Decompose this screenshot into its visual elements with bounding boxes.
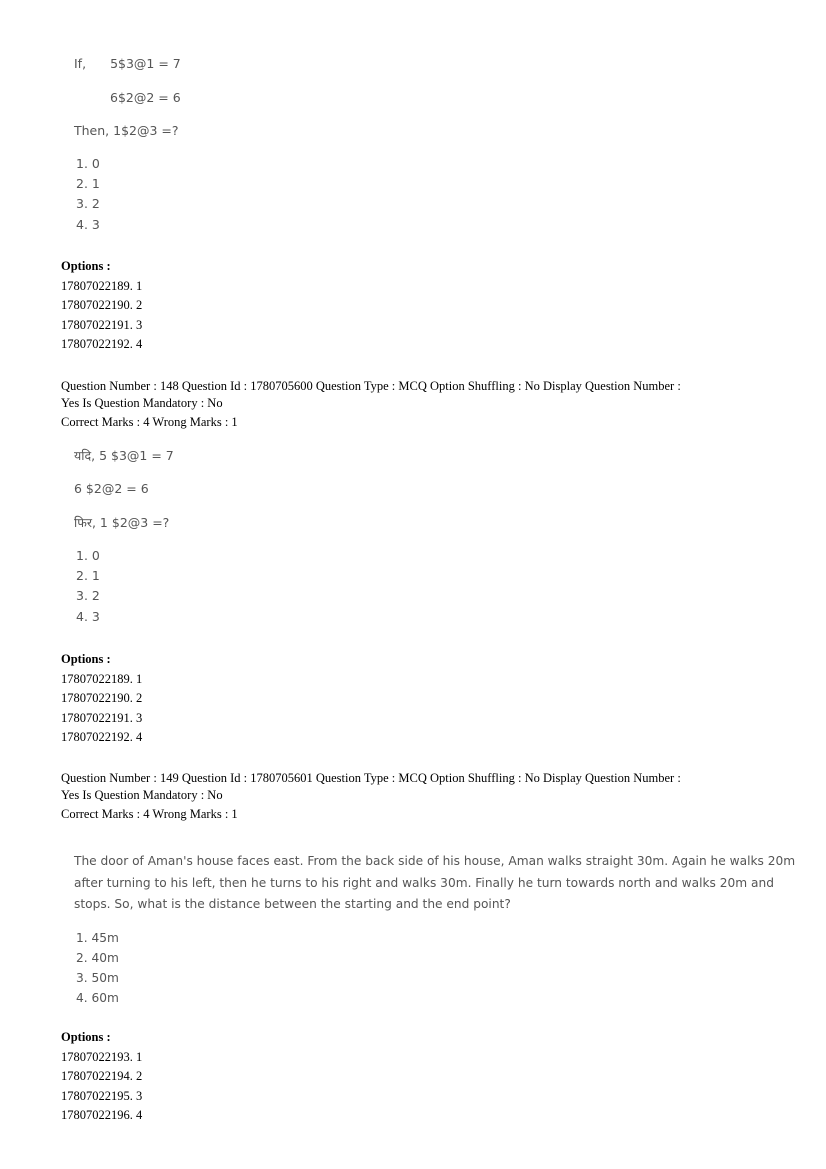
q149-para-line2: after turning to his left, then he turns to his right and walks 30m. Finally he turn towards north and walks 20m and (74, 875, 774, 890)
q149-meta-line3: Correct Marks : 4 Wrong Marks : 1 (61, 807, 238, 821)
q147-choice-4: 4. 3 (76, 216, 100, 232)
question-147-image (74, 54, 181, 235)
q148-line3: फिर, 1 $2@3 =? (74, 514, 170, 530)
q147-choice-1: 1. 0 (76, 155, 100, 171)
q148-option-3: 17807022191. 3 (61, 710, 143, 725)
q149-options-block (61, 1028, 142, 1126)
q148-option-1: 17807022189. 1 (61, 671, 143, 686)
q147-line1 (74, 54, 181, 74)
q148-option-4: 17807022192. 4 (61, 730, 143, 744)
q148-choice-4: 4. 3 (76, 608, 100, 624)
q149-choices (74, 928, 795, 1009)
q147-choice-2: 2. 1 (76, 176, 100, 192)
q149-option-3: 17807022195. 3 (61, 1088, 143, 1103)
q148-line2: 6 $2@2 = 6 (74, 481, 149, 497)
q147-choices (74, 154, 181, 235)
question-148-image (74, 446, 174, 627)
q149-meta (61, 770, 681, 823)
q147-choice-3: 3. 2 (76, 196, 100, 212)
q148-choices (74, 546, 174, 627)
q148-option-2: 17807022190. 2 (61, 691, 143, 705)
q148-meta-line2: Yes Is Question Mandatory : No (61, 396, 223, 410)
q148-choice-3: 3. 2 (76, 588, 100, 604)
q147-option-2: 17807022190. 2 (61, 298, 143, 312)
q148-choice-2: 2. 1 (76, 568, 100, 584)
q149-option-1: 17807022193. 1 (61, 1049, 143, 1064)
q149-option-4: 17807022196. 4 (61, 1108, 143, 1122)
q147-option-3: 17807022191. 3 (61, 317, 143, 332)
q147-option-4: 17807022192. 4 (61, 337, 143, 351)
q147-if-label: If, (74, 56, 87, 71)
q148-choice-1: 1. 0 (76, 547, 100, 563)
q147-line3: Then, 1$2@3 =? (74, 122, 179, 138)
q148-line1: यदि, 5 $3@1 = 7 (74, 448, 174, 463)
q149-options-heading: Options : (61, 1030, 111, 1044)
q149-choice-1: 1. 45m (76, 930, 119, 945)
q147-options-block (61, 257, 142, 355)
q147-option-1: 17807022189. 1 (61, 278, 143, 293)
q148-meta-line1: Question Number : 148 Question Id : 1780705600 Question Type : MCQ Option Shuffling : No Display Question Number : (61, 379, 681, 393)
q147-expr1: 5$3@1 = 7 (110, 56, 181, 71)
q149-para-line1: The door of Aman's house faces east. From the back side of his house, Aman walks straight 30m. Again he walks 20m (74, 854, 796, 868)
q149-para-line3: stops. So, what is the distance between the starting and the end point? (74, 897, 511, 911)
q148-meta-line3: Correct Marks : 4 Wrong Marks : 1 (61, 415, 238, 429)
q148-options-heading: Options : (61, 652, 111, 666)
q149-choice-3: 3. 50m (76, 971, 119, 986)
q148-options-block (61, 650, 142, 748)
question-149-image (74, 851, 795, 1009)
q148-meta (61, 378, 681, 431)
q149-meta-line2: Yes Is Question Mandatory : No (61, 788, 223, 802)
q149-choice-4: 4. 60m (76, 991, 119, 1006)
q149-choice-2: 2. 40m (76, 950, 119, 965)
q149-option-2: 17807022194. 2 (61, 1069, 143, 1083)
q147-line2: 6$2@2 = 6 (110, 90, 181, 106)
q149-meta-line1: Question Number : 149 Question Id : 1780705601 Question Type : MCQ Option Shuffling : No Display Question Number : (61, 771, 681, 785)
q147-options-heading: Options : (61, 259, 111, 273)
